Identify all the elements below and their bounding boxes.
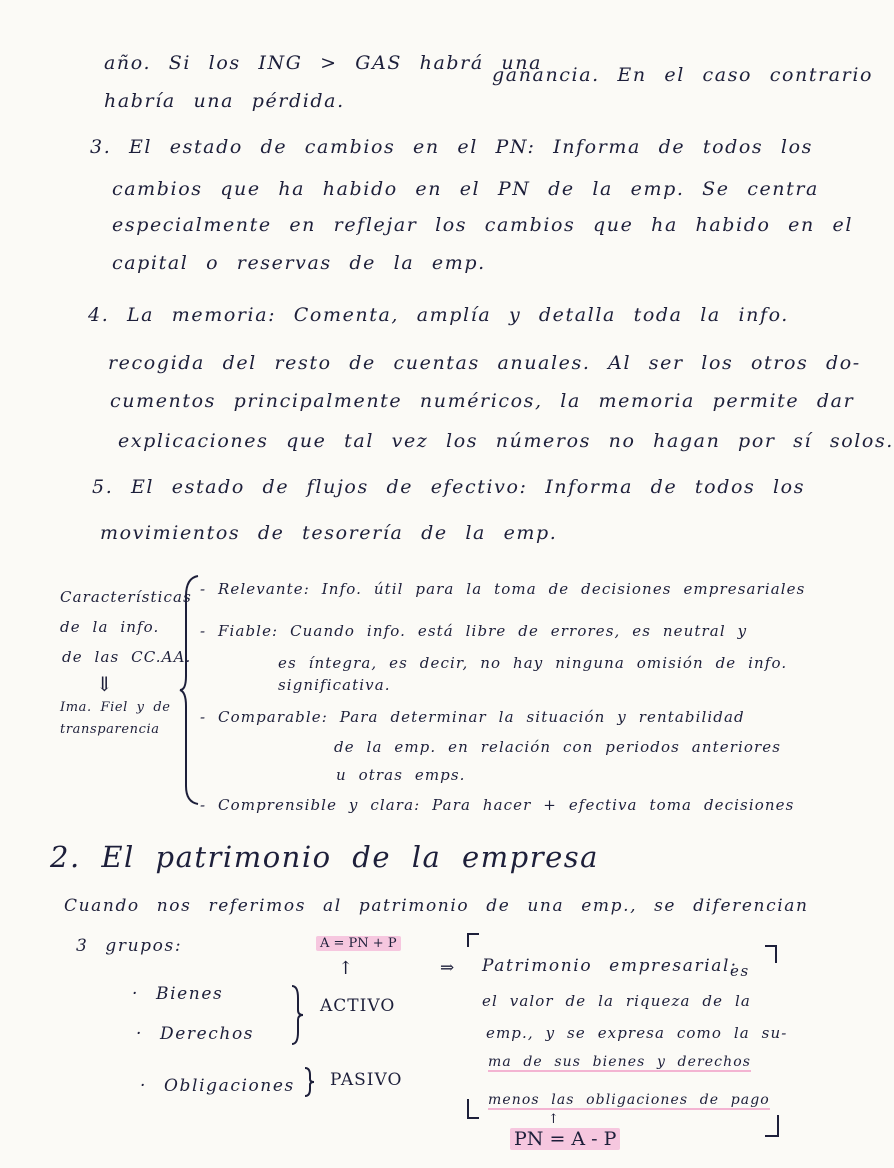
corner-bottom-right-icon [764, 1114, 780, 1138]
relevante-line: - Relevante: Info. útil para la toma de decisiones empresariales [200, 580, 806, 598]
item5-line-1: 5. El estado de flujos de efectivo: Informa de todos los [92, 476, 806, 498]
definition-line-2: el valor de la riqueza de la [482, 992, 751, 1010]
right-brace-icon [288, 984, 306, 1046]
corner-top-left-icon [466, 932, 480, 948]
item4-line-2: recogida del resto de cuentas anuales. Al ser los otros do- [108, 352, 861, 374]
definition-line-5: menos las obligaciones de pago [488, 1092, 770, 1108]
characteristics-label-2: de la info. [60, 618, 160, 636]
item3-line-3: especialmente en reflejar los cambios que ha habido en el [112, 214, 854, 236]
corner-bottom-left-icon [466, 1098, 480, 1120]
fiable-line-1: - Fiable: Cuando info. está libre de errores, es neutral y [200, 622, 748, 640]
pasivo-label: PASIVO [330, 1070, 403, 1090]
corner-top-right-icon [764, 944, 778, 964]
group-obligaciones: · Obligaciones [140, 1076, 295, 1096]
up-arrow-icon: ↑ [338, 958, 354, 979]
up-arrow-small-icon: ↑ [548, 1112, 559, 1127]
comparable-line-2: de la emp. en relación con periodos anteriores [334, 738, 782, 756]
characteristics-label-5: transparencia [60, 722, 160, 737]
intro-line-1b: ganancia. En el caso contrario [492, 64, 874, 86]
activo-label: ACTIVO [320, 996, 396, 1016]
formula-equity [510, 1128, 620, 1150]
formula-assets-text: A = PN + P [316, 936, 401, 951]
formula-assets [316, 936, 401, 951]
comparable-line-3: u otras emps. [336, 766, 466, 784]
definition-line-3: emp., y se expresa como la su- [486, 1024, 788, 1042]
down-arrow-icon: ⇓ [96, 672, 113, 696]
group-derechos: · Derechos [136, 1024, 255, 1044]
group-bienes: · Bienes [132, 984, 224, 1004]
item4-line-4: explicaciones que tal vez los números no hagan por sí solos. [118, 430, 894, 452]
characteristics-label-1: Características [60, 588, 192, 606]
item4-line-3: cumentos principalmente numéricos, la memoria permite dar [110, 390, 855, 412]
right-brace-small-icon [302, 1066, 316, 1098]
section2-intro-line-1: Cuando nos referimos al patrimonio de una emp., se diferencian [64, 896, 809, 916]
item3-line-1: 3. El estado de cambios en el PN: Informa de todos los [90, 136, 813, 158]
definition-line-1-end: es [730, 962, 750, 980]
item5-line-2: movimientos de tesorería de la emp. [100, 522, 558, 544]
item4-line-1: 4. La memoria: Comenta, amplía y detalla toda la info. [88, 304, 789, 326]
left-brace-icon [178, 572, 202, 808]
characteristics-label-3: de las CC.AA. [62, 648, 192, 666]
section2-intro-line-2: 3 grupos: [76, 936, 183, 956]
item3-line-4: capital o reservas de la emp. [112, 252, 486, 274]
comprensible-line: - Comprensible y clara: Para hacer + efectiva toma decisiones [200, 796, 795, 814]
fiable-line-2: es íntegra, es decir, no hay ninguna omisión de info. [278, 654, 788, 672]
implies-arrow-icon: ⇒ [440, 958, 455, 978]
definition-line-4: ma de sus bienes y derechos [488, 1054, 752, 1070]
formula-equity-text: PN = A - P [510, 1128, 620, 1150]
intro-line-1a: año. Si los ING > GAS habrá una [104, 52, 543, 74]
characteristics-label-4: Ima. Fiel y de [60, 700, 171, 715]
item3-line-2: cambios que ha habido en el PN de la emp. Se centra [112, 178, 819, 200]
section-title: 2. El patrimonio de la empresa [50, 840, 599, 874]
intro-line-2: habría una pérdida. [104, 90, 345, 112]
fiable-line-3: significativa. [278, 676, 391, 694]
comparable-line-1: - Comparable: Para determinar la situación y rentabilidad [200, 708, 745, 726]
definition-title: Patrimonio empresarial: [482, 956, 738, 976]
